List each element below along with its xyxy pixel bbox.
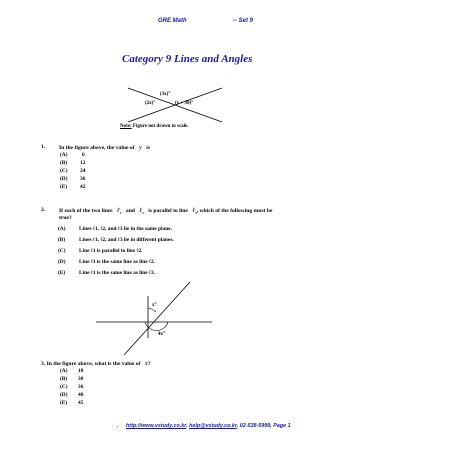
figure1-label-2x: (2x)° <box>145 101 156 106</box>
q3-text: In the figure above, what is the value of <box>46 361 141 367</box>
q1-text: In the figure above, the value of <box>59 145 135 151</box>
q1-number: 1. <box>41 144 46 150</box>
footer-bullet: . <box>117 423 119 429</box>
q1-variable: y <box>138 144 142 151</box>
q1-choice-d[interactable]: (D) 36 <box>60 176 86 182</box>
q3-choice-c[interactable]: (C) 36 <box>60 384 84 390</box>
footer-email-link[interactable]: help@vstudy.co.kr <box>189 423 237 429</box>
footer-url-link[interactable]: http://www.vstudy.co.kr <box>126 423 187 429</box>
figure2-angle-arc-x <box>148 308 156 312</box>
q2-stem-line2: true? <box>59 215 72 221</box>
page-title: Category 9 Lines and Angles <box>122 53 253 65</box>
q2-choice-a[interactable]: (A) Lines ℓ1, ℓ2, and ℓ3 lie in the same plane. <box>58 226 172 232</box>
q1-choice-c[interactable]: (C) 24 <box>60 168 86 174</box>
q2-choice-c[interactable]: (C) Line ℓ1 is parallel to line ℓ2. <box>58 248 143 254</box>
note-label: Note: <box>120 124 132 129</box>
figure2-label-x: x° <box>152 303 157 308</box>
q2-choice-e[interactable]: (E) Line ℓ1 is the same line as line ℓ3. <box>58 270 156 276</box>
figure1-label-3x: (3x)° <box>160 92 171 97</box>
q2-stem-line1: If each of the two lines ℓ$_1$ and ℓ$_2$ is parallel to line ℓ$_3$, which of the following must be <box>59 207 273 216</box>
footer: . http://www.vstudy.co.kr, help@vstudy.co.kr, 02-538-5999, Page 1 <box>117 423 291 429</box>
figure2-slanted-line <box>124 282 190 355</box>
q1-choice-b[interactable]: (B) 12 <box>60 160 86 166</box>
footer-contact: , 02-538-5999, Page 1 <box>236 423 291 429</box>
q3-choice-d[interactable]: (D) 40 <box>60 392 84 398</box>
figure1-label-y30: (y + 30)° <box>175 101 194 106</box>
figure2-angle-arc-4x <box>145 322 168 331</box>
header-set: -- Set 9 <box>233 18 254 24</box>
q3-stem <box>41 360 151 367</box>
q3-number: 3. <box>41 361 46 367</box>
figure2-label-4x: 4x° <box>158 332 165 337</box>
q1-choice-e[interactable]: (E) 42 <box>60 184 86 190</box>
q2-choice-b[interactable]: (B) Lines ℓ1, ℓ2, and ℓ3 lie in different planes. <box>58 237 174 243</box>
q3-choice-a[interactable]: (A) 18 <box>60 368 84 374</box>
q3-choice-b[interactable]: (B) 30 <box>60 376 84 382</box>
header-subject: GRE Math <box>158 18 187 24</box>
q3-choice-e[interactable]: (E) 45 <box>60 400 84 406</box>
note-text: Figure not drawn to scale. <box>132 124 189 129</box>
q1-tail: is <box>146 145 151 151</box>
q2-number: 2. <box>41 207 46 213</box>
q1-choice-a[interactable]: (A) 6 <box>60 152 85 158</box>
q3-variable: x <box>144 360 148 367</box>
q3-tail: ? <box>147 361 151 367</box>
q2-choice-d[interactable]: (D) Line ℓ1 is the same line as line ℓ2. <box>58 259 156 265</box>
